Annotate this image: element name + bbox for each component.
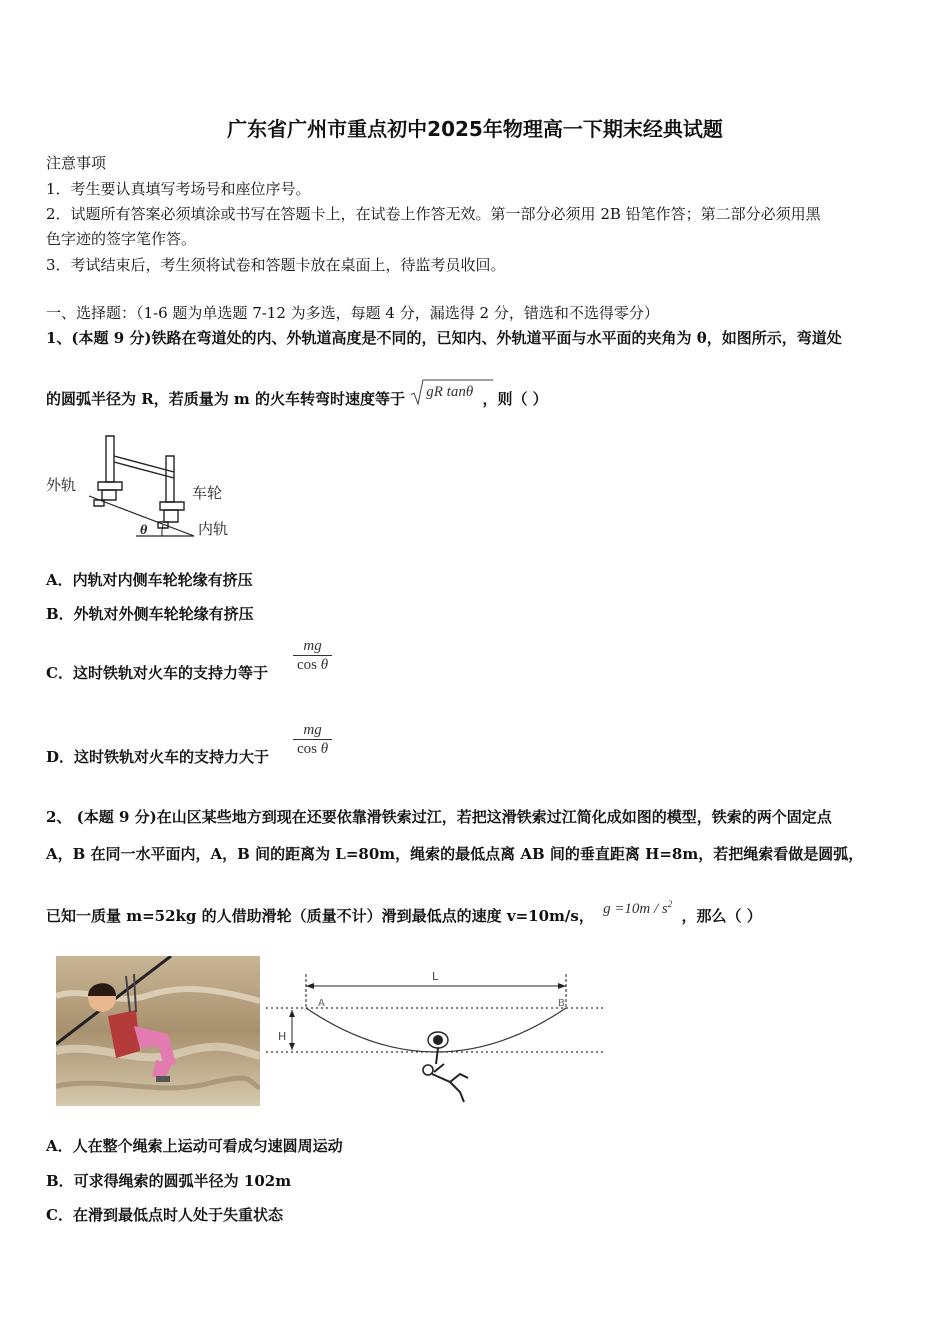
q1-option-c [46,662,268,683]
section-heading: 一、选择题：（1-6 题为单选题 7-12 为多选，每题 4 分，漏选得 2 分，错选和不选得零分） [46,304,659,322]
q1-stem-line2-end: ，则（ ） [482,390,548,408]
page-title: 广东省广州市重点初中2025年物理高一下期末经典试题 [227,117,723,141]
notice-heading: 注意事项 [46,154,107,172]
label-B: B [558,998,565,1009]
fraction-d-denominator [293,739,332,758]
label-inner-rail: 内轨 [198,520,229,538]
label-outer-rail: 外轨 [46,476,77,494]
fraction-c [293,637,332,674]
fraction-d-var: θ [320,741,329,757]
q2-stem-line3-text: 已知一质量 m=52kg 的人借助滑轮（质量不计）滑到最低点的速度 v=10m/s， [46,907,594,925]
fraction-d-fn: cos [297,741,317,757]
g-expression [599,901,676,917]
q2-stem-line3-end: ，那么（ ） [681,907,762,925]
rail-figure [44,432,240,540]
q1-option-d [46,746,269,767]
q1-option-a: A．内轨对内侧车轮轮缘有挤压 [46,571,253,589]
q2-option-b: B．可求得绳索的圆弧半径为 102m [46,1172,292,1190]
q1-option-d-text: D．这时铁轨对火车的支持力大于 [46,748,270,766]
fraction-c-fn: cos [297,657,317,673]
fraction-d [293,721,332,758]
q1-stem-line1: 1、(本题 9 分)铁路在弯道处的内、外轨道高度是不同的，已知内、外轨道平面与水平面的夹角为 θ，如图所示，弯道处 [46,329,842,347]
label-H: H [278,1030,287,1043]
notice-item-2a: 2．试题所有答案必须填涂或书写在答题卡上，在试卷上作答无效。第一部分必须用 2B 铅笔作答；第二部分必须用黑 [46,205,821,223]
q1-option-c-text: C．这时铁轨对火车的支持力等于 [46,664,268,682]
q2-stem-line3 [46,899,762,926]
zipline-photo [56,956,260,1106]
q1-stem-line2-text: 的圆弧半径为 R，若质量为 m 的火车转弯时速度等于 [46,390,406,408]
sqrt-expression [410,382,477,401]
sqrt-content: gR tanθ [426,384,474,400]
fraction-c-denominator [293,655,332,674]
stick-figure [423,1032,468,1102]
fraction-c-var: θ [320,657,329,673]
q2-option-c: C．在滑到最低点时人处于失重状态 [46,1206,283,1224]
q2-stem-line1: 2、 (本题 9 分)在山区某些地方到现在还要依靠滑铁索过江，若把这滑铁索过江简化成如图的模型，铁索的两个固定点 [46,808,832,826]
label-wheel: 车轮 [192,484,223,502]
label-L: L [432,970,439,983]
notice-item-3: 3．考试结束后，考生须将试卷和答题卡放在桌面上，待监考员收回。 [46,256,506,274]
q2-stem-line2: A，B 在同一水平面内，A，B 间的距离为 L=80m，绳索的最低点离 AB 间的垂直距离 H=8m，若把绳索看做是圆弧， [46,845,864,863]
notice-item-2b: 色字迹的签字笔作答。 [46,230,197,248]
notice-item-1: 1．考生要认真填写考场号和座位序号。 [46,180,311,198]
fraction-c-numerator: mg [303,638,322,654]
zipline-diagram [264,960,610,1108]
fraction-d-numerator: mg [303,722,322,738]
q1-option-b: B．外轨对外侧车轮轮缘有挤压 [46,605,254,623]
g-exponent: 2 [667,899,673,909]
q1-stem-line2 [46,384,548,409]
label-theta: θ [140,523,148,538]
q2-option-a: A．人在整个绳索上运动可看成匀速圆周运动 [46,1137,343,1155]
g-expression-text: g =10m / s [603,901,668,917]
label-A: A [318,998,325,1009]
